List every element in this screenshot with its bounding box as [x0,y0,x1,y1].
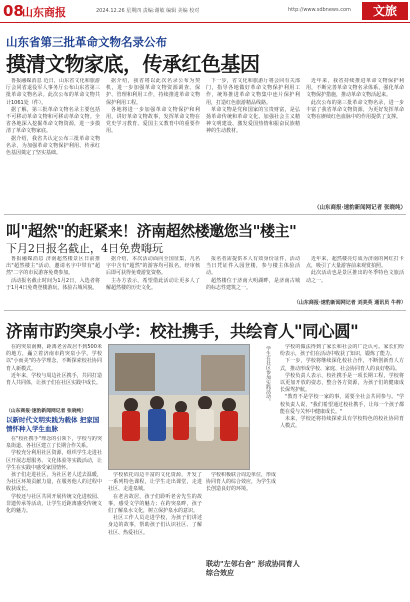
article3-subtitle-1: 以新时代文明实践为载体 把家国情怀种入学生血脉 [6,416,100,433]
paragraph: 鲁报融媒消息 济南超然楼景区日前推出"超然楼主"活动，邀请名字中带有"超然"二字的市民游客免费参加。 [6,256,100,277]
paragraph: 学校依托周边丰富的文化资源，开发了一系列特色课程，让学生走出课堂，走进社区、走进泉城。 [108,472,202,493]
article3-photo [108,344,250,470]
paragraph: 未来，学校还将持续探索具有学校特色的校社协同育人模式。 [280,416,404,430]
paragraph: 学校积极联合周边单位，形成协同育人的综合效应，为学生成长创造良好的环境。 [206,472,276,493]
paragraph: 主办方表示，希望借此活动让更多人了解超然楼的历史文化。 [106,277,200,291]
paragraph: 近年来，我省持续推进革命文物保护利用，不断完善革命文物名录体系，强化革命文物保护措施，推动革命文物活起来。 [306,78,404,99]
paragraph: "教育不是学校一家的事，需要全社会共同参与。"学校负责人说，"我们希望通过校社携手，让每一个孩子都能在爱与关怀中健康成长。" [280,394,404,415]
newspaper-name: 山东商报 [22,6,66,19]
article3-headline: 济南市趵突泉小学：校社携手，共绘育人"同心圆" [6,322,359,341]
paragraph: 据介绍，本次活动面向全国征集，凡名字中含有"超然"的游客均可报名，经审核后即可获得免费游览资格。 [106,256,200,277]
paragraph: 超然楼位于济南大明湖畔，是济南古城的标志性建筑之一。 [206,277,300,291]
article1-byline: （山东商报·速豹新闻网记者 张晓纯） [313,205,406,211]
issue-meta: 2024.12.26 星期四 责编:谢敏 编辑 美编 校对 [96,8,200,14]
paragraph: 各地将进一步加强革命文物保护和利用，讲好革命文物故事，发挥革命文物在党史学习教育、爱国主义教育中的重要作用。 [106,106,200,135]
paragraph: 学校的做法得到了家长和社会的广泛认可。家长们纷纷表示，孩子们在活动中收获了知识，锻炼了能力。 [280,344,404,358]
article2-byline: （山东商报·速豹新闻网记者 刘美英 通讯员 牛梓） [293,300,406,306]
article3-subtitle-2: 联动"左邻右舍" 形成协同育人综合效应 [206,560,300,577]
paragraph: 革命文物是党和国家的宝贵财富，是弘扬革命传统和革命文化、加强社会主义精神文明建设、激发爱国热情和振奋民族精神的生动教材。 [206,106,300,135]
paragraph: 学校还与社区共同开展传统文化进校园、非遗传承等活动，让学生近距离感受传统文化的魅力。 [6,493,102,515]
article1-col1 [6,78,100,210]
article1-kicker: 山东省第三批革命文物名录公布 [6,35,167,49]
article2-col1 [6,256,100,306]
article3-photo-caption: 学生在社区参加实践活动。 [265,346,270,404]
paragraph: 孩子们走进社区，为社区老人送去温暖，为社区环境贡献力量，在服务他人的过程中收获成长。 [6,472,102,493]
paragraph: 在老舍故居，孩子们聆听老舍先生的故事，感受文学的魅力；在趵突泉畔，孩子们了解泉水文化，树立保护泉水的意识。 [108,493,202,515]
article2-subhead: 下月2日报名截止，4日免费嗨玩 [6,242,163,255]
section-badge: 文旅 [362,2,408,20]
paragraph: 报名者需提供本人有效身份证件，活动当日凭证件入园登楼，参与楼主体验活动。 [206,256,300,277]
article3-col-right [280,344,404,598]
divider [4,310,406,311]
paragraph: 活动报名截止时间为1月2日，入选者将于1月4日免费登楼游玩，体验古城风貌。 [6,277,100,291]
article3-col-mid-b [206,472,276,556]
paragraph: 在趵突泉南侧，距离老舍故居不到500米的地方，矗立着济南市趵突泉小学。学校以"小而美"的办学理念，不断探索校社协同育人新模式。 [6,344,102,372]
paragraph: 据介绍，我省共认定公布三批革命文物名录，为加强革命文物保护利用、传承红色基因奠定了坚实基础。 [6,135,100,157]
article3-intro [6,344,102,404]
paragraph: 此次活动也是景区推出的冬季特色文旅活动之一。 [306,270,404,284]
article1-col3 [206,78,300,210]
paragraph: 近年来，超然楼亮灯成为济南的网红打卡点，吸引了大量游客前来观赏拍照。 [306,256,404,270]
article3-caption-top: （山东商报·速豹新闻网记者 张晓纯） [6,409,87,414]
article1-col2 [106,78,200,210]
paragraph: 据介绍，我省将以此次名录公布为契机，进一步加强革命文物资源调查、保护、管理和利用工作，持续推进革命文物保护利用工程。 [106,78,200,106]
paragraph: 近年来，学校与周边社区携手，共同打造育人共同体，让孩子们在社区实践中成长。 [6,372,102,387]
school-photo-illustration [109,345,249,469]
article1-headline: 摸清文物家底，传承红色基因 [6,52,260,76]
article2-headline: 叫"超然"的赶紧来！济南超然楼邀您当"楼主" [6,222,297,240]
article1-col4 [306,78,404,202]
article3-col-left [6,436,102,598]
website[interactable]: http://www.sdbnews.com [288,7,351,13]
divider [4,214,406,215]
paragraph: 社区工作人员走进学校，为孩子们讲述身边的故事，帮助孩子们认识社区、了解社区、热爱社区。 [108,515,202,536]
paragraph: 在"校社携手"理念的引领下，学校与趵突泉街道、各社区建立了长期合作关系。 [6,436,102,450]
paragraph: 学校负责人表示，校社携手是一项长期工程，学校将以更加开放的姿态，整合各方资源，为孩子们的健康成长保驾护航。 [280,372,404,394]
paragraph: 鲁报融媒消息 近日，山东省文化和旅游厅会同省退役军人事务厅公布山东省第三批革命文物名录。此次公布的革命文物共计1061处（件）。 [6,78,100,106]
paragraph: 据了解，第三批革命文物名录主要包括不可移动革命文物和可移动革命文物。全省各地深入挖掘革命文物资源，进一步摸清了革命文物家底。 [6,106,100,135]
paragraph: 学校充分利用社区资源，组织学生走进社区开展志愿服务、文化体验等实践活动，让学生在实践中感受家国情怀。 [6,450,102,471]
article2-col4 [306,256,404,298]
page-header [0,0,410,23]
paragraph: 下一步，学校将继续深化校社合作，不断创新育人方式，推动形成学校、家庭、社会协同育人的良好格局。 [280,358,404,372]
page-number: 08 [3,2,24,20]
paragraph: 下一步，省文化和旅游厅将会同有关部门，指导各地做好革命文物保护利用工作，统筹推进革命文物集中连片保护利用，打造红色旅游精品线路。 [206,78,300,106]
paragraph: 此次公布的第三批革命文物名录，进一步丰富了我省革命文物资源，为更好发挥革命文物在赓续红色血脉中的作用提供了支撑。 [306,99,404,121]
article3-col-mid [108,472,202,556]
article2-col2 [106,256,200,306]
